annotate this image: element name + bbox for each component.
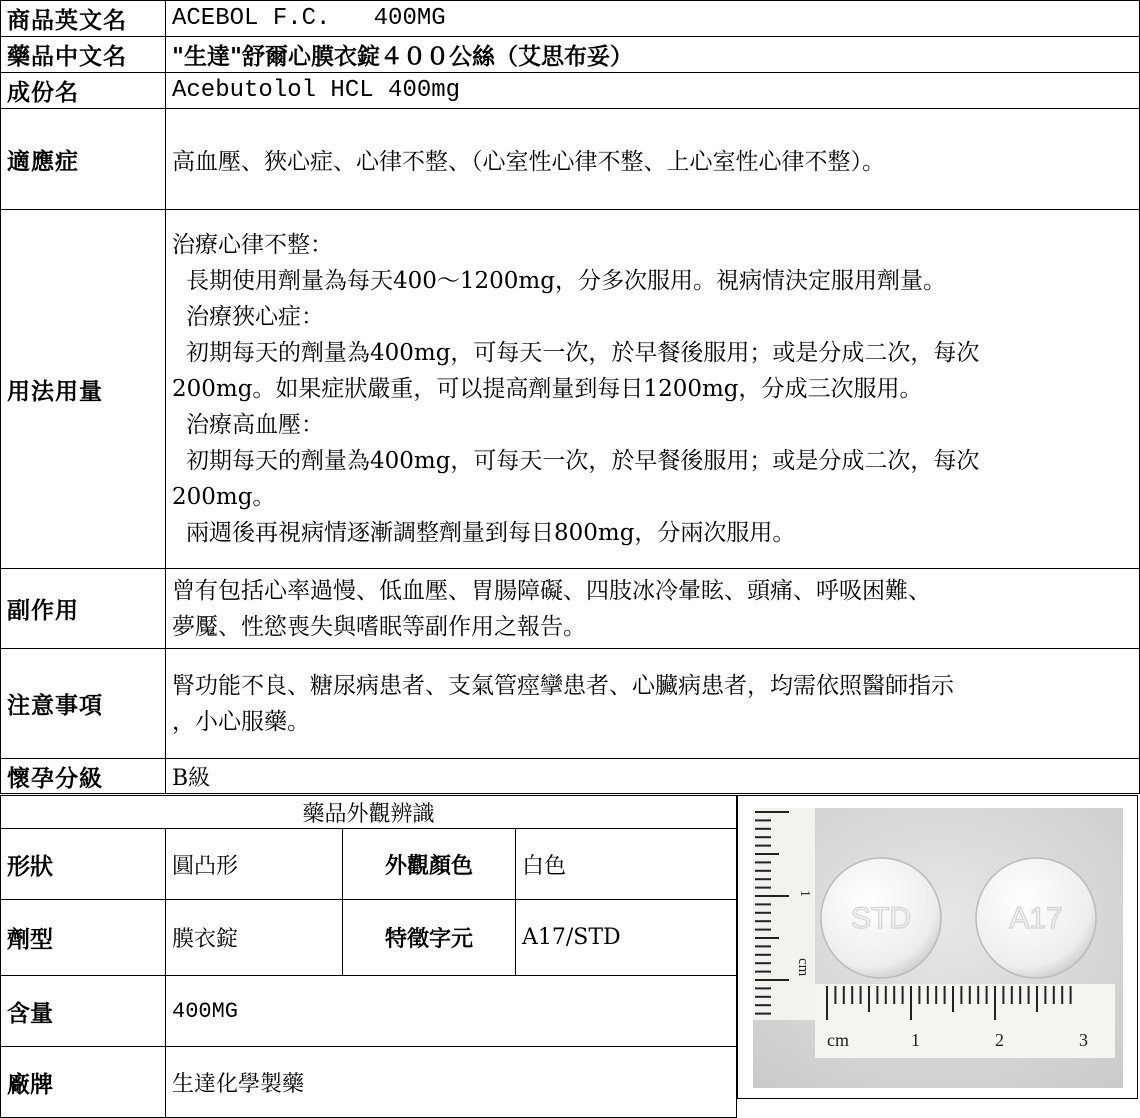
dosage-line: 長期使用劑量為每天400～1200mg，分多次服用。視病情決定服用劑量。: [186, 268, 946, 294]
precautions-line: 腎功能不良、糖尿病患者、支氣管痙攣患者、心臟病患者，均需依照醫師指示: [172, 672, 954, 699]
maker-value: 生達化學製藥: [166, 1047, 737, 1118]
english-name-value: ACEBOL F.C. 400MG: [166, 1, 1140, 37]
side-effects-line: 夢魘、性慾喪失與嗜眠等副作用之報告。: [172, 613, 586, 640]
tablet-left-imprint: STD: [851, 902, 911, 935]
tablet-photo-frame: [737, 795, 1138, 1099]
strength-label: 含量: [1, 976, 166, 1047]
dosage-line: 治療狹心症：: [186, 304, 324, 330]
dosage-label: 用法用量: [1, 210, 166, 569]
tablet-photo: [753, 808, 1123, 1088]
side-effects-label: 副作用: [1, 569, 166, 649]
chinese-name-label: 藥品中文名: [1, 37, 166, 73]
tablet-right-imprint: A17: [1009, 902, 1063, 935]
vertical-ruler-unit: cm: [795, 958, 811, 977]
ruler-number-1: 1: [911, 1030, 920, 1050]
ruler-number-2: 2: [995, 1030, 1004, 1050]
marking-label: 特徵字元: [343, 900, 516, 976]
ingredient-label: 成份名: [1, 73, 166, 109]
dosage-line: 初期每天的劑量為400mg，可每天一次，於早餐後服用；或是分成二次，每次: [186, 340, 980, 366]
precautions-value: [166, 649, 1140, 759]
form-value: 膜衣錠: [166, 900, 343, 976]
chinese-name-value: "生達"舒爾心膜衣錠４００公絲（艾思布妥）: [166, 37, 1140, 73]
dosage-line: 200mg。如果症狀嚴重，可以提高劑量到每日1200mg，分成三次服用。: [172, 376, 923, 402]
indication-label: 適應症: [1, 109, 166, 210]
vertical-ruler-number: 1: [797, 890, 812, 897]
dosage-line: 治療高血壓：: [186, 412, 324, 438]
color-value: 白色: [516, 829, 737, 900]
appearance-header: 藥品外觀辨識: [1, 796, 737, 829]
ingredient-value: Acebutolol HCL 400mg: [166, 73, 1140, 109]
appearance-table: [0, 795, 737, 1118]
horizontal-ruler-unit: cm: [827, 1030, 849, 1050]
marking-value: A17/STD: [516, 900, 737, 976]
shape-value: 圓凸形: [166, 829, 343, 900]
dosage-line: 治療心律不整：: [172, 232, 333, 258]
english-name-label: 商品英文名: [1, 1, 166, 37]
dosage-value: [166, 210, 1140, 569]
strength-value: 400MG: [166, 976, 737, 1047]
side-effects-line: 曾有包括心率過慢、低血壓、胃腸障礙、四肢冰冷暈眩、頭痛、呼吸困難、: [172, 577, 931, 604]
pregnancy-label: 懷孕分級: [1, 759, 166, 794]
dosage-line: 200mg。: [172, 484, 276, 510]
ruler-number-3: 3: [1079, 1030, 1088, 1050]
pregnancy-value: B級: [166, 759, 1140, 794]
color-label: 外觀顏色: [343, 829, 516, 900]
precautions-label: 注意事項: [1, 649, 166, 759]
precautions-line: ，小心服藥。: [172, 708, 310, 735]
form-label: 劑型: [1, 900, 166, 976]
indication-value: 高血壓、狹心症、心律不整、（心室性心律不整、上心室性心律不整）。: [166, 109, 1140, 210]
dosage-line: 兩週後再視病情逐漸調整劑量到每日800mg，分兩次服用。: [186, 520, 796, 546]
shape-label: 形狀: [1, 829, 166, 900]
dosage-line: 初期每天的劑量為400mg，可每天一次，於早餐後服用；或是分成二次，每次: [186, 448, 980, 474]
side-effects-value: [166, 569, 1140, 649]
maker-label: 廠牌: [1, 1047, 166, 1118]
